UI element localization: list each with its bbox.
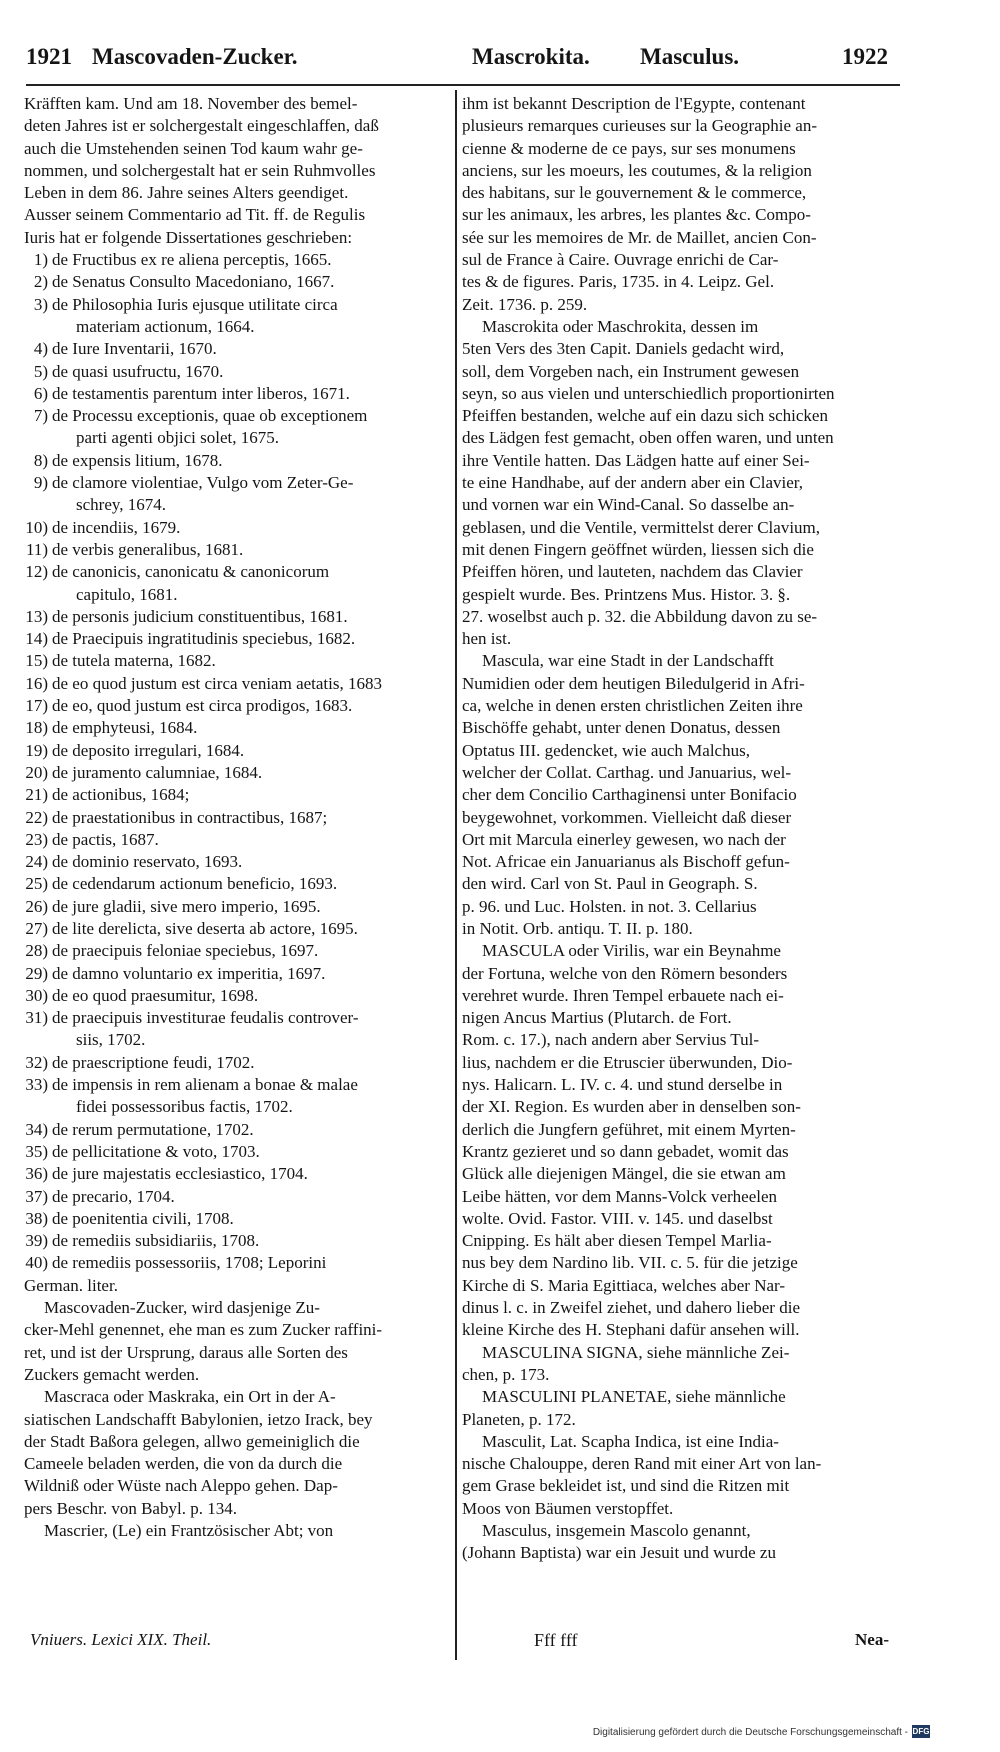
text-line: ihm ist bekannt Description de l'Egypte, contenant <box>462 94 806 113</box>
dissertation-item <box>24 1007 474 1029</box>
item-number: 26) <box>25 896 48 916</box>
text-line: beygewohnet, vorkommen. Vielleicht daß dieser <box>462 807 792 827</box>
item-title: de testamentis parentum inter liberos, 1671. <box>52 383 350 403</box>
text-line: nommen, und solchergestalt hat er sein Ruhmvolles <box>24 160 376 180</box>
text-line: Wildniß oder Wüste nach Aleppo gehen. Dap- <box>24 1476 338 1496</box>
text-line: cienne & moderne de ce pays, sur ses monumens <box>462 138 796 158</box>
item-title: de pactis, 1687. <box>52 829 159 849</box>
item-title: de precario, 1704. <box>52 1186 175 1206</box>
dissertation-item <box>24 650 474 672</box>
text-line: Planeten, p. 172. <box>462 1409 576 1429</box>
text-line: des habitans, sur le gouvernement & le commerce, <box>462 183 807 203</box>
text-line: nische Chalouppe, deren Rand mit einer Art von lan- <box>462 1454 822 1474</box>
text-line: Zeit. 1736. p. 259. <box>462 294 588 314</box>
entry-headline: Mascrokita oder Maschrokita, dessen im <box>482 316 759 336</box>
text-line: Numidien oder dem heutigen Biledulgerid in Afri- <box>462 673 805 693</box>
right-column <box>462 93 904 1665</box>
item-continuation: German. liter. <box>24 1275 118 1295</box>
text-line: nigen Ancus Martius (Plutarch. de Fort. <box>462 1008 732 1028</box>
item-title: de damno voluntario ex imperitia, 1697. <box>52 963 326 983</box>
dissertation-item <box>24 1074 474 1096</box>
item-title: de canonicis, canonicatu & canonicorum <box>52 562 330 582</box>
item-number: 29) <box>25 963 48 983</box>
item-title: de poenitentia civili, 1708. <box>52 1208 234 1228</box>
item-number: 22) <box>25 807 48 827</box>
text-line: cher dem Concilio Carthaginensi unter Bonifacio <box>462 785 797 805</box>
dissertation-item <box>24 918 474 940</box>
text-line: 5ten Vers des 3ten Capit. Daniels gedacht wird, <box>462 339 785 359</box>
text-line: deten Jahres ist er solchergestalt eingeschlaffen, daß <box>24 116 379 136</box>
text-line: chen, p. 173. <box>462 1364 550 1384</box>
item-number: 31) <box>25 1008 48 1028</box>
item-title: de cedendarum actionum beneficio, 1693. <box>52 874 338 894</box>
item-title: de incendiis, 1679. <box>52 517 181 537</box>
left-running-title: Mascovaden-Zucker. <box>92 44 298 69</box>
item-number: 11) <box>25 539 48 559</box>
text-line: Glück alle diejenigen Mängel, die sie etwan am <box>462 1164 786 1184</box>
item-continuation: capitulo, 1681. <box>76 584 178 604</box>
item-title: de expensis litium, 1678. <box>52 450 223 470</box>
page-number-left: 1921 <box>26 44 72 69</box>
item-title: de praestationibus in contractibus, 1687; <box>52 807 328 827</box>
dfg-logo: DFG <box>912 1727 930 1736</box>
dissertation-item <box>24 383 474 405</box>
dissertation-item <box>24 1230 474 1252</box>
dissertation-item <box>24 740 474 762</box>
catchword: Nea- <box>855 1630 889 1649</box>
entry-headline: MASCULA oder Virilis, war ein Beynahme <box>482 941 781 961</box>
item-number: 8) <box>33 450 48 470</box>
item-number: 20) <box>25 762 48 782</box>
dissertation-item <box>24 628 474 650</box>
item-number: 7) <box>33 406 48 426</box>
text-line: gem Grase bekleidet ist, und sind die Ritzen mit <box>462 1476 790 1496</box>
text-line: hen ist. <box>462 629 512 649</box>
text-line: 27. woselbst auch p. 32. die Abbildung davon zu se- <box>462 606 818 626</box>
dissertation-item <box>24 561 474 583</box>
text-line: und vornen war ein Wind-Canal. So dasselbe an- <box>462 495 795 515</box>
entry-headline: Mascraca oder Maskraka, ein Ort in der A- <box>44 1387 336 1407</box>
dissertation-item <box>24 673 474 695</box>
dissertation-item <box>24 873 474 895</box>
text-line: ret, und ist der Ursprung, daraus alle Sorten des <box>24 1342 348 1362</box>
item-title: de remediis possessoriis, 1708; Leporini <box>52 1253 327 1273</box>
digitization-credit: Digitalisierung gefördert durch die Deutsche Forschungsgemeinschaft - <box>592 1727 908 1738</box>
dissertation-item <box>24 539 474 561</box>
dissertation-item <box>24 1208 474 1230</box>
item-number: 32) <box>25 1052 48 1072</box>
item-number: 1) <box>33 250 48 270</box>
item-title: de Senatus Consulto Macedoniano, 1667. <box>52 272 335 292</box>
item-number: 10) <box>25 517 48 537</box>
text-line: lius, nachdem er die Etruscier überwunden, Dio- <box>462 1052 793 1072</box>
text-line: kleine Kirche des H. Stephani dafür ansehen will. <box>462 1320 800 1340</box>
text-line: geblasen, und die Ventile, vermittelst derer Clavium, <box>462 517 821 537</box>
header-rule <box>26 84 900 86</box>
item-title: de dominio reservato, 1693. <box>52 852 243 872</box>
item-title: de pellicitatione & voto, 1703. <box>52 1141 260 1161</box>
item-number: 36) <box>25 1164 48 1184</box>
item-number: 2) <box>33 272 48 292</box>
dissertation-item <box>24 517 474 539</box>
item-title: de emphyteusi, 1684. <box>52 718 198 738</box>
text-line: Zuckers gemacht werden. <box>24 1364 200 1384</box>
entry-headline: Mascula, war eine Stadt in der Landschafft <box>482 651 774 671</box>
item-continuation: schrey, 1674. <box>76 495 167 515</box>
text-line: ca, welche in denen ersten christlichen Zeiten ihre <box>462 696 803 716</box>
dissertation-item <box>24 606 474 628</box>
text-line: dinus l. c. in Zweifel ziehet, und dahero lieber die <box>462 1298 800 1318</box>
item-number: 12) <box>25 562 48 582</box>
item-number: 3) <box>33 294 48 314</box>
item-title: de Iure Inventarii, 1670. <box>52 339 217 359</box>
item-title: de tutela materna, 1682. <box>52 651 216 671</box>
item-title: de Fructibus ex re aliena perceptis, 1665. <box>52 250 332 270</box>
text-line: (Johann Baptista) war ein Jesuit und wurde zu <box>462 1543 776 1563</box>
item-continuation: siis, 1702. <box>76 1030 146 1050</box>
dissertation-item <box>24 1163 474 1185</box>
item-title: de eo, quod justum est circa prodigos, 1683. <box>52 696 353 716</box>
text-line: Moos von Bäumen verstopffet. <box>462 1498 674 1518</box>
right-running-title-1: Mascrokita. <box>472 44 590 69</box>
item-title: de rerum permutatione, 1702. <box>52 1119 254 1139</box>
dissertation-item <box>24 361 474 383</box>
item-number: 14) <box>25 629 48 649</box>
item-number: 25) <box>25 874 48 894</box>
page-header <box>0 44 900 82</box>
text-line: in Notit. Orb. antiqu. T. II. p. 180. <box>462 918 693 938</box>
dissertation-item <box>24 784 474 806</box>
item-title: de eo quod praesumitur, 1698. <box>52 985 259 1005</box>
dissertation-item <box>24 695 474 717</box>
item-title: de Processu exceptionis, quae ob exceptionem <box>52 406 368 426</box>
text-line: pers Beschr. von Babyl. p. 134. <box>24 1498 237 1518</box>
dissertation-item <box>24 829 474 851</box>
item-title: de deposito irregulari, 1684. <box>52 740 245 760</box>
item-title: de Praecipuis ingratitudinis speciebus, 1682. <box>52 629 356 649</box>
item-number: 19) <box>25 740 48 760</box>
item-continuation: fidei possessoribus factis, 1702. <box>76 1097 293 1117</box>
item-number: 21) <box>25 785 48 805</box>
entry-headline: MASCULINI PLANETAE, siehe männliche <box>482 1387 786 1407</box>
text-line: Cnipping. Es hält aber diesen Tempel Marlia- <box>462 1231 772 1251</box>
dissertation-item <box>24 1186 474 1208</box>
item-number: 6) <box>33 383 48 403</box>
item-title: de eo quod justum est circa veniam aetatis, 1683 <box>52 673 382 693</box>
left-column <box>24 93 474 1665</box>
dissertation-item <box>24 1252 474 1274</box>
right-running-title-2: Masculus. <box>640 44 740 69</box>
text-line: Krantz gezieret und so dann gebadet, womit das <box>462 1141 789 1161</box>
text-line: siatischen Landschafft Babylonien, ietzo Irack, bey <box>24 1409 373 1429</box>
text-line: sul de France à Caire. Ouvrage enrichi de Car- <box>462 250 779 270</box>
text-line: mit denen Fingern geöffnet würden, liessen sich die <box>462 539 814 559</box>
item-number: 4) <box>33 339 48 359</box>
item-number: 18) <box>25 718 48 738</box>
signature-mark: Fff fff <box>534 1630 578 1650</box>
entry-headline: Mascovaden-Zucker, wird dasjenige Zu- <box>44 1298 320 1318</box>
text-line: gespielt wurde. Bes. Printzens Mus. Histor. 3. §. <box>462 584 791 604</box>
text-line: soll, dem Vorgeben nach, ein Instrument gewesen <box>462 361 800 381</box>
item-title: de impensis in rem alienam a bonae & malae <box>52 1075 358 1095</box>
dissertation-item <box>24 249 474 271</box>
text-line: Ort mit Marcula einerley gewesen, wo nach der <box>462 829 786 849</box>
text-line: Kräfften kam. Und am 18. November des bemel- <box>24 94 358 113</box>
text-line: sée sur les memoires de Mr. de Maillet, ancien Con- <box>462 227 817 247</box>
text-line: der Stadt Baßora gelegen, allwo gemeiniglich die <box>24 1431 360 1451</box>
item-title: de personis judicium constituentibus, 1681. <box>52 606 348 626</box>
dissertation-item <box>24 405 474 427</box>
text-line: ihre Ventile hatten. Das Lädgen hatte auf einer Sei- <box>462 450 810 470</box>
text-line: seyn, so aus vielen und unterschiedlich proportionirten <box>462 383 835 403</box>
item-number: 13) <box>25 606 48 626</box>
item-number: 30) <box>25 985 48 1005</box>
text-line: cker-Mehl genennet, ehe man es zum Zucker raffini- <box>24 1320 383 1340</box>
text-line: Not. Africae ein Januarianus als Bischoff gefun- <box>462 852 790 872</box>
text-line: Leibe hätten, vor dem Manns-Volck verheelen <box>462 1186 778 1206</box>
text-line: p. 96. und Luc. Holsten. in not. 3. Cellarius <box>462 896 757 916</box>
item-number: 5) <box>33 361 48 381</box>
entry-headline: MASCULINA SIGNA, siehe männliche Zei- <box>482 1342 790 1362</box>
item-number: 23) <box>25 829 48 849</box>
item-number: 16) <box>25 673 48 693</box>
item-continuation: parti agenti objici solet, 1675. <box>76 428 280 448</box>
text-line: auch die Umstehenden seinen Tod kaum wahr ge- <box>24 138 363 158</box>
text-line: tes & de figures. Paris, 1735. in 4. Leipz. Gel. <box>462 272 775 292</box>
item-number: 37) <box>25 1186 48 1206</box>
dissertation-item <box>24 851 474 873</box>
entry-headline: Masculus, insgemein Mascolo genannt, <box>482 1521 751 1540</box>
item-title: de lite derelicta, sive deserta ab actore, 1695. <box>52 918 358 938</box>
text-line: Bischöffe gehabt, unter denen Donatus, dessen <box>462 718 781 738</box>
text-line: derlich die Jungfern geführet, mit einem Myrten- <box>462 1119 796 1139</box>
item-title: de actionibus, 1684; <box>52 785 190 805</box>
page-number-right: 1922 <box>842 44 888 69</box>
text-line: Optatus III. gedencket, wie auch Malchus, <box>462 740 750 760</box>
dissertation-item <box>24 717 474 739</box>
text-line: welcher der Collat. Carthag. und Januarius, wel- <box>462 762 792 782</box>
item-number: 35) <box>25 1141 48 1161</box>
text-line: nus bey dem Nardino lib. VII. c. 5. für die jetzige <box>462 1253 798 1273</box>
item-number: 15) <box>25 651 48 671</box>
item-number: 34) <box>25 1119 48 1139</box>
text-line: verehret wurde. Ihren Tempel erbauete nach ei- <box>462 985 784 1005</box>
item-title: de praecipuis feloniae speciebus, 1697. <box>52 941 319 961</box>
text-line: Pfeiffen bestanden, welche auf ein dazu sich schicken <box>462 406 828 426</box>
text-line: den wird. Carl von St. Paul in Geograph. S. <box>462 874 758 894</box>
text-line: Kirche di S. Maria Egittiaca, welches aber Nar- <box>462 1275 785 1295</box>
dissertation-item <box>24 472 474 494</box>
dissertation-item <box>24 985 474 1007</box>
item-continuation: materiam actionum, 1664. <box>76 316 255 336</box>
dissertation-item <box>24 450 474 472</box>
text-line: Leben in dem 86. Jahre seines Alters geendiget. <box>24 183 349 203</box>
item-number: 38) <box>25 1208 48 1228</box>
item-title: de clamore violentiae, Vulgo vom Zeter-Ge- <box>52 473 354 493</box>
text-line: des Lädgen fest gemacht, oben offen waren, und unten <box>462 428 834 448</box>
dissertation-item <box>24 338 474 360</box>
dissertation-item <box>24 807 474 829</box>
text-line: der Fortuna, welche von den Römern besonders <box>462 963 788 983</box>
item-title: de jure gladii, sive mero imperio, 1695. <box>52 896 321 916</box>
item-title: de quasi usufructu, 1670. <box>52 361 224 381</box>
text-line: plusieurs remarques curieuses sur la Geographie an- <box>462 116 817 136</box>
item-number: 17) <box>25 696 48 716</box>
item-number: 39) <box>25 1231 48 1251</box>
item-title: de juramento calumniae, 1684. <box>52 762 263 782</box>
item-number: 27) <box>25 918 48 938</box>
item-number: 28) <box>25 941 48 961</box>
dissertation-item <box>24 762 474 784</box>
text-line: te eine Handhabe, auf der andern aber ein Clavier, <box>462 473 804 493</box>
text-line: Rom. c. 17.), nach andern aber Servius Tul- <box>462 1030 759 1050</box>
signature-line: Vniuers. Lexici XIX. Theil. <box>30 1630 212 1649</box>
item-number: 33) <box>25 1075 48 1095</box>
dissertation-item <box>24 271 474 293</box>
text-line: Ausser seinem Commentario ad Tit. ff. de Regulis <box>24 205 366 225</box>
item-title: de praecipuis investiturae feudalis controver- <box>52 1008 359 1028</box>
dissertation-item <box>24 963 474 985</box>
item-number: 9) <box>33 473 48 493</box>
item-title: de remediis subsidiariis, 1708. <box>52 1231 260 1251</box>
item-title: de Philosophia Iuris ejusque utilitate circa <box>52 294 338 314</box>
text-line: anciens, sur les moeurs, les coutumes, & la religion <box>462 160 812 180</box>
dissertation-item <box>24 1119 474 1141</box>
dissertation-item <box>24 1141 474 1163</box>
item-title: de praescriptione feudi, 1702. <box>52 1052 255 1072</box>
text-line: wolte. Ovid. Fastor. VIII. v. 145. und daselbst <box>462 1208 773 1228</box>
dissertation-item <box>24 294 474 316</box>
text-line: sur les animaux, les arbres, les plantes &c. Compo- <box>462 205 811 225</box>
item-number: 24) <box>25 852 48 872</box>
entry-headline: Mascrier, (Le) ein Frantzösischer Abt; von <box>44 1521 334 1540</box>
item-title: de jure majestatis ecclesiastico, 1704. <box>52 1164 308 1184</box>
text-line: nys. Halicarn. L. IV. c. 4. und stund derselbe in <box>462 1075 783 1095</box>
text-line: Pfeiffen hören, und lauteten, nachdem das Clavier <box>462 562 803 582</box>
entry-headline: Masculit, Lat. Scapha Indica, ist eine India- <box>482 1431 779 1451</box>
dissertation-item <box>24 1052 474 1074</box>
text-line: Cameele beladen werden, die von da durch die <box>24 1454 343 1474</box>
dissertation-item <box>24 896 474 918</box>
text-line: der XI. Region. Es wurden aber in denselben son- <box>462 1097 801 1117</box>
item-title: de verbis generalibus, 1681. <box>52 539 244 559</box>
text-line: Iuris hat er folgende Dissertationes geschrieben: <box>24 227 353 247</box>
item-number: 40) <box>25 1253 48 1273</box>
dissertation-item <box>24 940 474 962</box>
